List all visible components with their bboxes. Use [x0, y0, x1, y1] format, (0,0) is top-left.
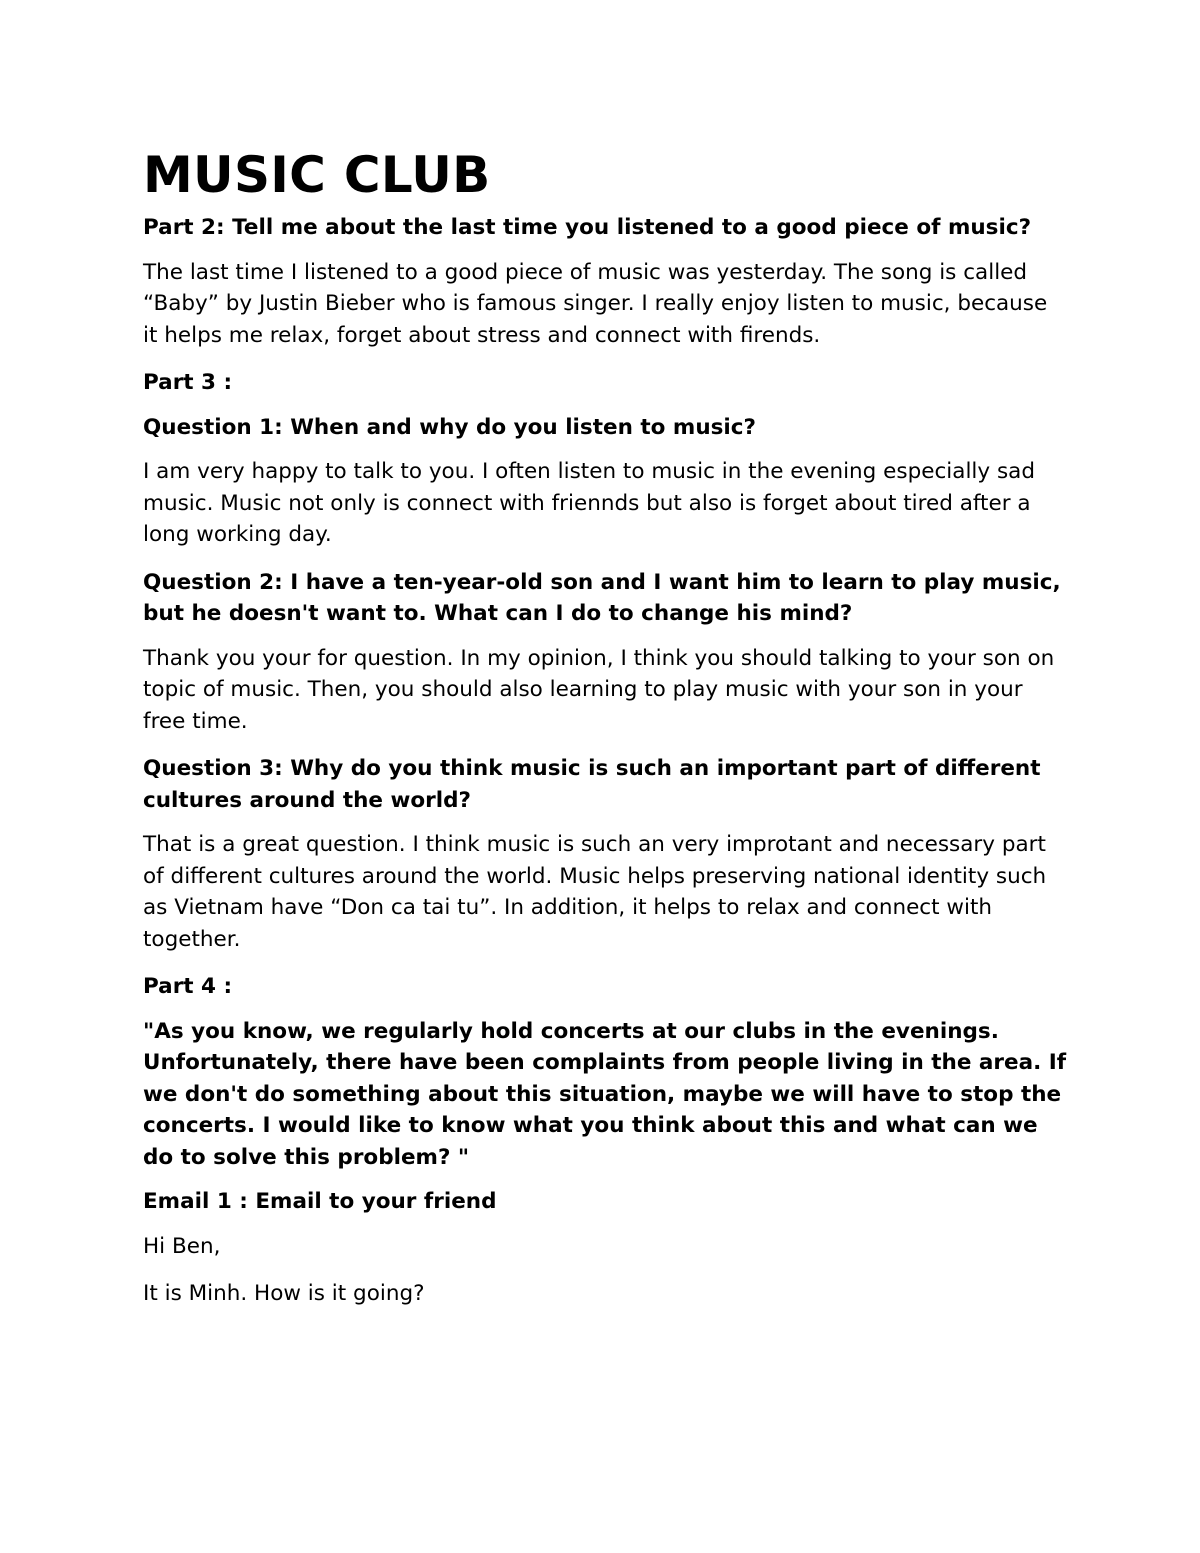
- answer-3: That is a great question. I think music is such an very improtant and necessary part of different cultures around the world. Music helps preserving national identity such as Vietnam have “Don ca tai tu”. In addition, it helps to relax and connect with together.: [143, 832, 1047, 952]
- email1-heading: Email 1 : Email to your friend: [143, 1189, 497, 1214]
- part3-heading: Part 3 :: [143, 370, 233, 395]
- part4-prompt: "As you know, we regularly hold concerts at our clubs in the evenings. Unfortunately, there have been complaints from people living in the area. If we don't do something about this situation, maybe we will have to stop the concerts. I would like to know what you think about this and what can we do to solve this problem? ": [143, 1018, 1067, 1170]
- question-3: Question 3: Why do you think music is such an important part of different cultures around the world?: [143, 756, 1041, 813]
- answer-2: Thank you your for question. In my opinion, I think you should talking to your son on topic of music. Then, you should also learning to play music with your son in your free time.: [143, 645, 1055, 734]
- email1-line: It is Minh. How is it going?: [143, 1281, 425, 1306]
- part4-heading: Part 4 :: [143, 974, 233, 999]
- question-1: Question 1: When and why do you listen to music?: [143, 414, 757, 440]
- part2-question: Part 2: Tell me about the last time you listened to a good piece of music?: [143, 215, 1032, 240]
- answer-1: I am very happy to talk to you. I often listen to music in the evening especially sad music. Music not only is connect with friennds but also is forget about tired after a long working day.: [143, 459, 1035, 547]
- question-2: Question 2: I have a ten-year-old son and I want him to learn to play music, but he doesn't want to. What can I do to change his mind?: [143, 569, 1061, 626]
- document-title: MUSIC CLUB: [143, 146, 491, 204]
- email1-greeting: Hi Ben,: [143, 1233, 221, 1259]
- part2-answer: The last time I listened to a good piece of music was yesterday. The song is called “Baby” by Justin Bieber who is famous singer. I really enjoy listen to music, because it helps me relax, forget about stress and connect with firends.: [143, 259, 1048, 348]
- document-page: [143, 140, 1068, 1326]
